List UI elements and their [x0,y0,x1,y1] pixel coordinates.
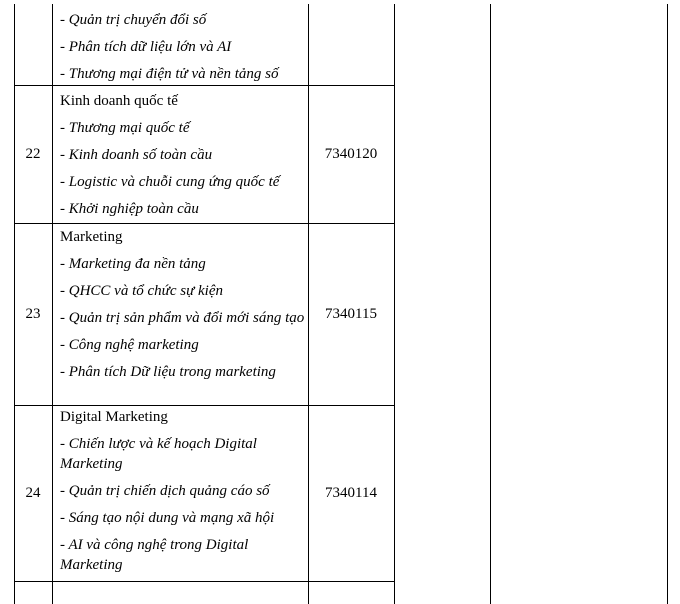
specialization-item: - Quản trị chiến dịch quảng cáo số [60,483,270,499]
program-cell [60,227,306,382]
row-separator [14,581,395,582]
specialization-item: - Phân tích Dữ liệu trong marketing [60,364,276,380]
specialization-item: - Quản trị sản phẩm và đổi mới sáng tạo [60,310,305,326]
specialization-item: - Kinh doanh số toàn cầu [60,147,213,163]
specialization-item: - Công nghệ marketing [60,337,199,353]
program-table [14,4,668,604]
specialization-item: - Quản trị chuyển đổi số [60,12,207,28]
program-title: Digital Marketing [60,409,168,425]
row-separator [14,405,395,406]
program-code: 7340115 [325,306,377,322]
program-code: 7340120 [324,146,378,162]
specialization-item: - Logistic và chuỗi cung ứng quốc tế [60,174,280,190]
row-number: 22 [25,146,41,162]
program-cell [60,10,306,84]
col-line-stt [52,4,53,604]
program-title: Marketing [60,229,123,245]
program-cell [60,407,306,575]
specialization-item: - AI và công nghệ trong Digital Marketing [60,537,249,573]
col-line-right [667,4,668,604]
row-number: 23 [25,306,41,322]
specialization-item: - Marketing đa nền tảng [60,256,206,272]
row-number: 24 [25,485,41,501]
specialization-item: - Thương mại điện tử và nền tảng số [60,66,279,82]
row-separator [14,85,395,86]
specialization-item: - Sáng tạo nội dung và mạng xã hội [60,510,275,526]
col-line-code [394,4,395,604]
program-cell [60,91,306,219]
specialization-item: - Thương mại quốc tế [60,120,190,136]
specialization-item: - Khởi nghiệp toàn cầu [60,201,199,217]
specialization-item: - QHCC và tổ chức sự kiện [60,283,223,299]
col-line-4 [490,4,491,604]
specialization-item: - Phân tích dữ liệu lớn và AI [60,39,232,55]
row-separator [14,223,395,224]
program-code: 7340114 [325,485,377,501]
program-title: Kinh doanh quốc tế [60,93,178,109]
specialization-item: - Chiến lược và kế hoạch Digital Marketing [60,436,257,472]
